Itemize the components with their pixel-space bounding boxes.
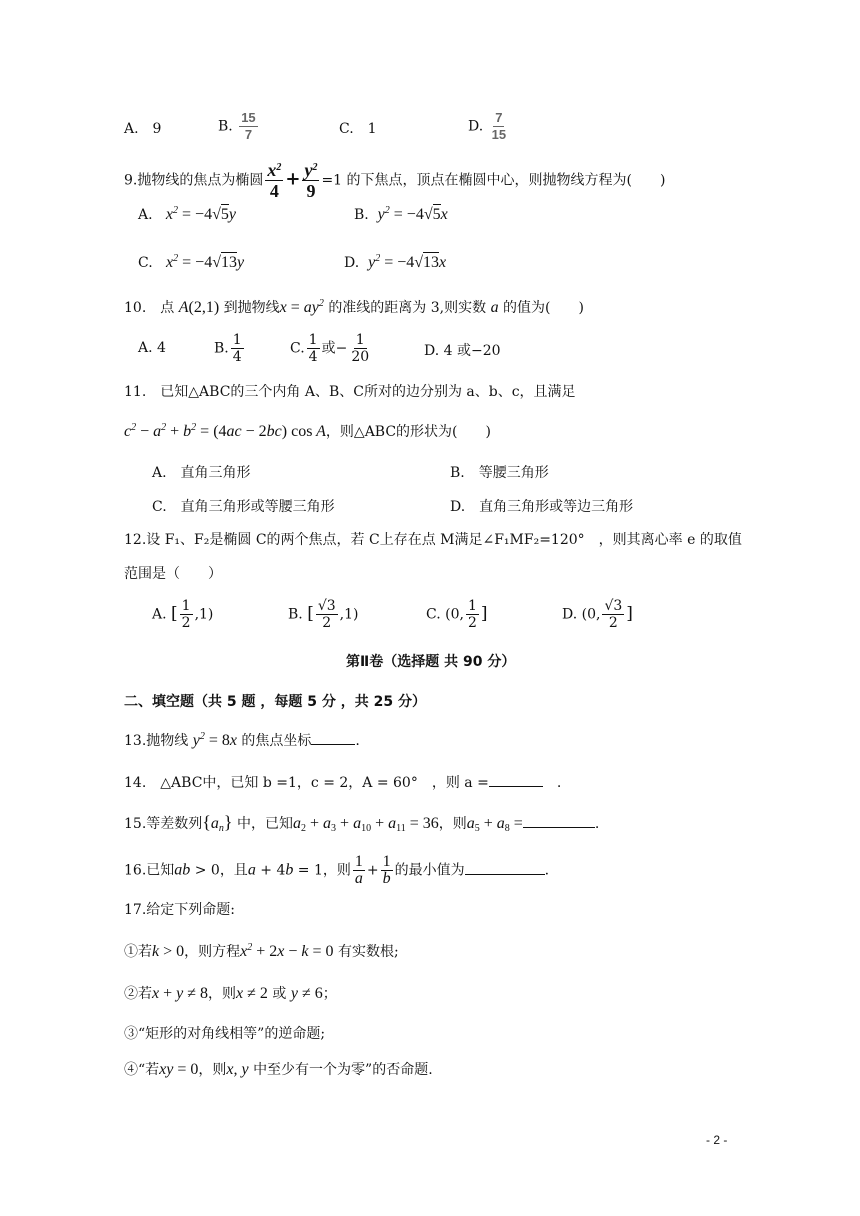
q9-option-b: B. $y^2 = -4√5x$ <box>354 205 448 223</box>
q14-answer-blank[interactable] <box>489 772 543 787</box>
q8-option-b <box>218 110 260 143</box>
q11-option-d: D. 直角三角形或等边三角形 <box>450 499 634 515</box>
question-11-equation: $c^2 - a^2 + b^2 = (4ac - 2bc)$ cos A，则△ABC的形状为( ) <box>124 422 491 440</box>
q9-text: 9.抛物线的焦点为椭圆 <box>124 172 264 189</box>
q8-option-d-label: D. <box>468 118 484 135</box>
q17-proposition-4: ④“若xy = 0，则x, y 中至少有一个为零”的否命题. <box>124 1061 433 1078</box>
q9-option-d: D. $y^2 = -4√13x$ <box>344 253 447 271</box>
q8-option-a: A. 9 <box>124 121 162 137</box>
question-16: 16.已知ab > 0，且a + 4b = 1，则 $\frac{1}{a}$ + $\frac{1}{b}$ 的最小值为 . <box>124 853 550 887</box>
q8-b-denominator: 7 <box>244 127 253 142</box>
q13-answer-blank[interactable] <box>311 730 355 745</box>
q12-option-c: C. (0, $\frac{1}{2}$ ] <box>426 598 488 631</box>
question-13: 13.抛物线 $y^2 = 8x$ 的焦点坐标 . <box>124 731 360 749</box>
fill-in-header: 二、填空题（共 5 题 ，每题 5 分 ，共 25 分） <box>124 694 426 710</box>
q11-option-b: B. 等腰三角形 <box>450 465 549 481</box>
q15-answer-blank[interactable] <box>523 813 595 828</box>
question-9: 9.抛物线的焦点为椭圆 $\frac{x^2}{4}$ + $\frac{y^2}{9}$ =1 的下焦点，顶点在椭圆中心，则抛物线方程为( ) <box>124 160 666 201</box>
q10-option-c: C. $\frac{1}{4}$ 或− $\frac{1}{20}$ <box>290 332 370 365</box>
question-15: 15.等差数列$\{a_n\}$ 中，已知$a_2 + a_3 + a_{10} + a_{11} = 36$，则$a_5 + a_8$ = . <box>124 812 600 834</box>
q8-b-numerator: 15 <box>241 110 256 125</box>
q11-option-c: C. 直角三角形或等腰三角形 <box>152 499 335 515</box>
question-17: 17.给定下列命题: <box>124 902 235 918</box>
q16-answer-blank[interactable] <box>465 860 545 875</box>
q9-option-c: C. $x^2 = -4√13y$ <box>138 253 245 271</box>
question-14: 14. △ABC中，已知 b =1，c = 2，A = 60° ，则 a = . <box>124 772 561 793</box>
q8-option-d <box>468 110 510 143</box>
page-number: - 2 - <box>706 1133 728 1147</box>
q10-option-b: B. $\frac{1}{4}$ <box>214 332 242 365</box>
q10-option-d: D. 4 或−20 <box>424 343 501 359</box>
q17-proposition-3: ③“矩形的对角线相等”的逆命题; <box>124 1026 326 1042</box>
q9-option-a: A. $x^2 = -4√5y$ <box>138 205 236 223</box>
q10-option-a: A. 4 <box>138 340 166 356</box>
question-12-cont: 范围是（ ） <box>124 566 222 582</box>
q12-option-d: D. (0, $\frac{√3}{2}$ ] <box>562 598 633 631</box>
q9-text-end: =1 的下焦点，顶点在椭圆中心，则抛物线方程为( ) <box>321 172 666 189</box>
q8-d-denominator: 15 <box>491 127 507 142</box>
q8-d-numerator: 7 <box>495 110 503 125</box>
question-11: 11. 已知△ABC的三个内角 A、B、C所对的边分别为 a、b、c，且满足 <box>124 384 576 400</box>
q12-option-b: B. [ $\frac{√3}{2}$ ,1) <box>288 598 359 631</box>
q17-proposition-2: ②若x + y ≠ 8，则x ≠ 2 或 y ≠ 6； <box>124 985 337 1002</box>
q12-option-a: A. [ $\frac{1}{2}$ ,1) <box>152 598 214 631</box>
question-10: 10. 点 A(2,1) 到抛物线$x = ay^2$ 的准线的距离为 3,则实数 a 的值为( ) <box>124 298 584 316</box>
q17-proposition-1: ①若k > 0，则方程$x^2 + 2x - k = 0$ 有实数根; <box>124 942 399 960</box>
q11-option-a: A. 直角三角形 <box>152 465 251 481</box>
q8-option-b-label: B. <box>218 118 233 135</box>
q8-option-c: C. 1 <box>339 121 377 137</box>
section-2-title: 第Ⅱ卷（选择题 共 90 分） <box>346 654 516 670</box>
question-12: 12.设 F₁、F₂是椭圆 C的两个焦点，若 C上存在点 M满足∠F₁MF₂=120° ，则其离心率 e 的取值 <box>124 532 742 548</box>
